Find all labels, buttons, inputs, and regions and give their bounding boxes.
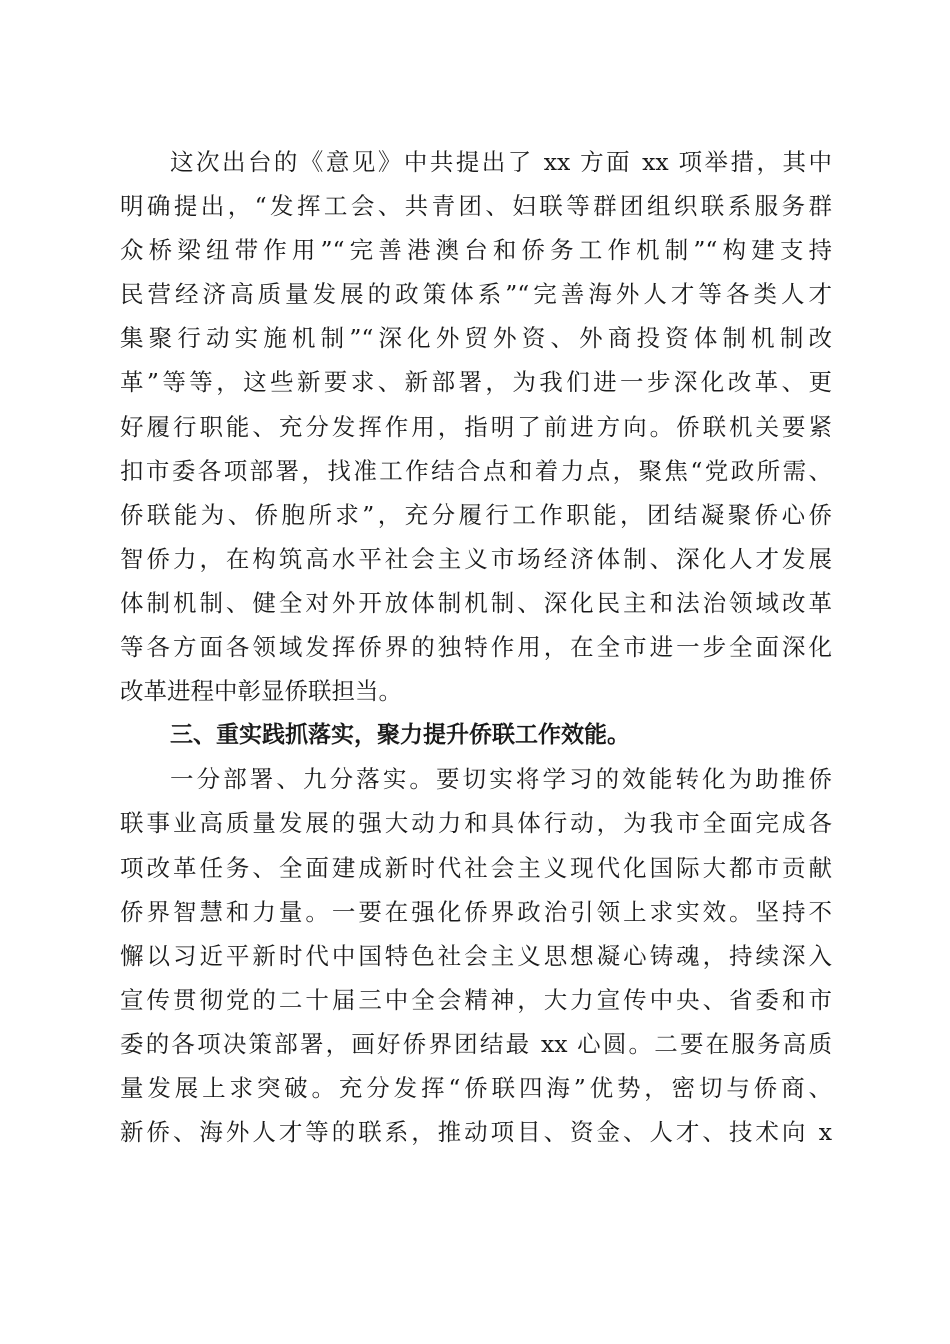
paragraph-line: 集聚行动实施机制”“深化外贸外资、外商投资体制机制改	[120, 324, 832, 353]
paragraph-line: 委的各项决策部署，画好侨界团结最 xx 心圆。二要在服务高质	[120, 1029, 832, 1058]
paragraph-line: 联事业高质量发展的强大动力和具体行动，为我市全面完成各	[120, 809, 832, 838]
paragraph-line: 明确提出，“发挥工会、共青团、妇联等群团组织联系服务群	[120, 192, 832, 221]
paragraph-line: 一分部署、九分落实。要切实将学习的效能转化为助推侨	[170, 765, 832, 794]
paragraph-line: 懈以习近平新时代中国特色社会主义思想凝心铸魂，持续深入	[120, 941, 832, 970]
paragraph-line: 新侨、海外人才等的联系，推动项目、资金、人才、技术向 x	[120, 1118, 832, 1147]
paragraph-line: 好履行职能、充分发挥作用，指明了前进方向。侨联机关要紧	[120, 412, 832, 441]
section-heading: 三、重实践抓落实，聚力提升侨联工作效能。	[170, 722, 630, 749]
paragraph-1	[120, 140, 832, 713]
paragraph-line: 体制机制、健全对外开放体制机制、深化民主和法治领域改革	[120, 588, 832, 617]
paragraph-line: 扣市委各项部署，找准工作结合点和着力点，聚焦“党政所需、	[120, 456, 832, 485]
paragraph-line: 量发展上求突破。充分发挥“侨联四海”优势，密切与侨商、	[120, 1073, 832, 1102]
paragraph-line: 项改革任务、全面建成新时代社会主义现代化国际大都市贡献	[120, 853, 832, 882]
paragraph-line: 宣传贯彻党的二十届三中全会精神，大力宣传中央、省委和市	[120, 985, 832, 1014]
paragraph-line: 侨界智慧和力量。一要在强化侨界政治引领上求实效。坚持不	[120, 897, 832, 926]
paragraph-line: 这次出台的《意见》中共提出了 xx 方面 xx 项举措，其中	[170, 148, 832, 176]
paragraph-line: 等各方面各领域发挥侨界的独特作用，在全市进一步全面深化	[120, 633, 832, 662]
paragraph-line: 改革进程中彰显侨联担当。	[120, 677, 402, 706]
paragraph-line: 智侨力，在构筑高水平社会主义市场经济体制、深化人才发展	[120, 544, 832, 573]
paragraph-line: 民营经济高质量发展的政策体系”“完善海外人才等各类人才	[120, 280, 832, 309]
paragraph-line: 众桥梁纽带作用”“完善港澳台和侨务工作机制”“构建支持	[120, 236, 832, 265]
paragraph-line: 侨联能为、侨胞所求”，充分履行工作职能，团结凝聚侨心侨	[120, 500, 832, 529]
paragraph-line: 革”等等，这些新要求、新部署，为我们进一步深化改革、更	[120, 368, 832, 397]
document-body	[120, 140, 832, 1154]
paragraph-2	[120, 757, 832, 1154]
